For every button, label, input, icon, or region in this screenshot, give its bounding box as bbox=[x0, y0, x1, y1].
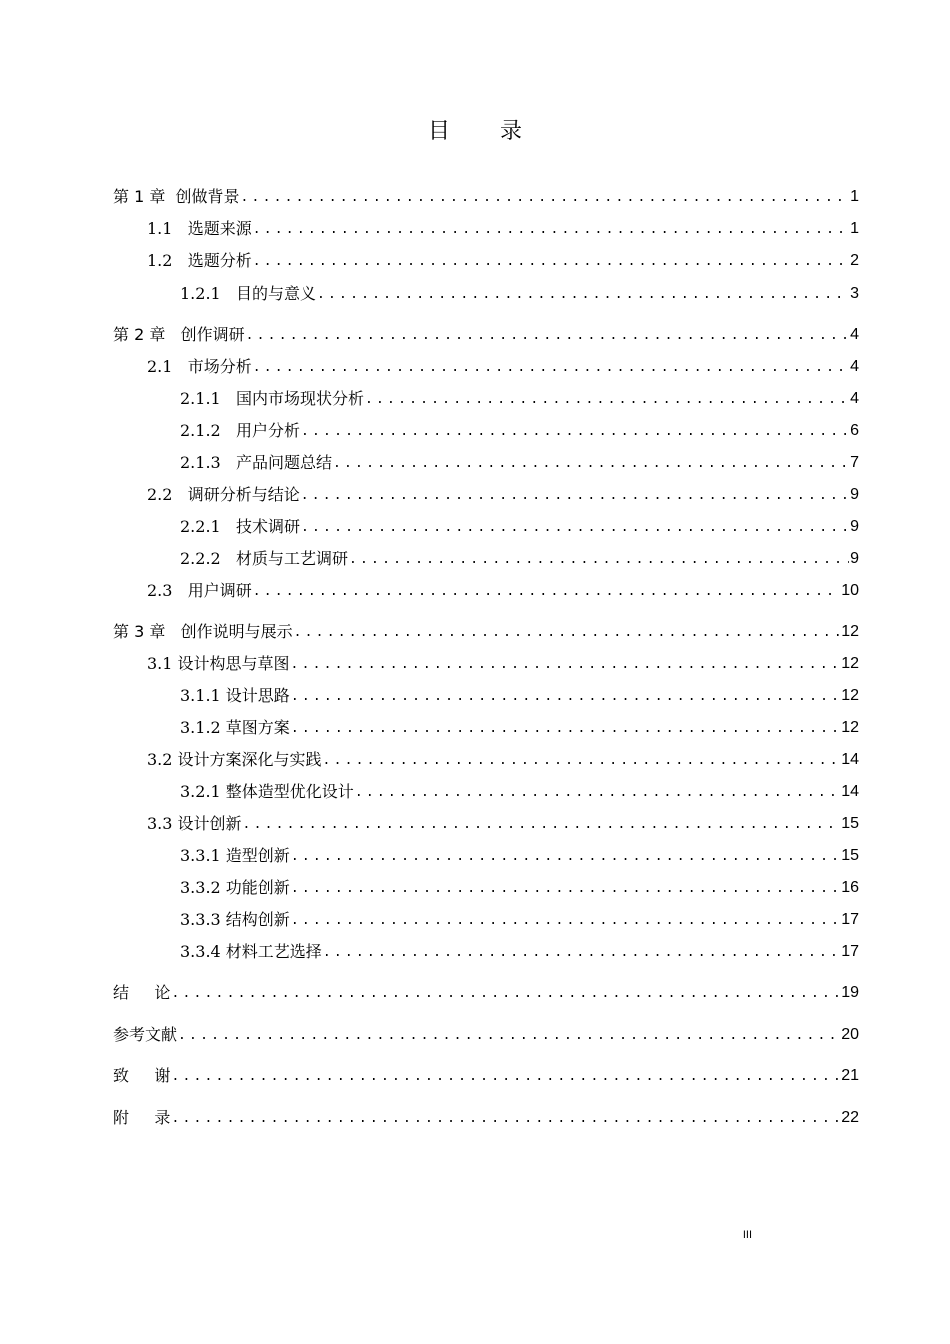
toc-entry-label: 2.2 调研分析与结论 bbox=[147, 485, 300, 504]
toc-entry[interactable] bbox=[147, 577, 859, 601]
toc-dot-leader bbox=[291, 880, 840, 898]
toc-dot-leader bbox=[243, 816, 841, 834]
toc-dot-leader bbox=[323, 944, 840, 962]
page-number-footer: III bbox=[742, 1229, 752, 1241]
toc-entry-label: 2.2.2 材质与工艺调研 bbox=[180, 549, 348, 568]
toc-dot-leader bbox=[253, 253, 849, 271]
toc-entry-label: 附 录 bbox=[113, 1108, 171, 1127]
toc-entry-page: 7 bbox=[850, 454, 859, 471]
toc-dot-leader bbox=[291, 656, 841, 674]
toc-dot-leader bbox=[246, 327, 849, 345]
toc-entry-page: 17 bbox=[841, 911, 859, 928]
toc-entry[interactable] bbox=[180, 545, 859, 569]
toc-entry-page: 10 bbox=[841, 582, 859, 599]
toc-entry-page: 4 bbox=[850, 390, 859, 407]
toc-entry-label: 3.1.1 设计思路 bbox=[180, 686, 290, 705]
toc-entry-page: 9 bbox=[850, 486, 859, 503]
title-char-1: 目 bbox=[427, 119, 450, 144]
toc-entry[interactable] bbox=[180, 449, 859, 473]
toc-entry[interactable] bbox=[180, 280, 859, 304]
page-title bbox=[0, 114, 950, 145]
toc-entry-label: 3.3.4 材料工艺选择 bbox=[180, 942, 322, 961]
toc-entry[interactable] bbox=[147, 650, 859, 674]
toc-entry[interactable] bbox=[147, 353, 859, 377]
toc-entry-page: 12 bbox=[841, 623, 859, 640]
toc-entry-label: 1.1 选题来源 bbox=[147, 219, 252, 238]
toc-entry-label: 2.2.1 技术调研 bbox=[180, 517, 300, 536]
toc-dot-leader bbox=[365, 391, 849, 409]
toc-entry-label: 2.3 用户调研 bbox=[147, 581, 252, 600]
toc-entry-page: 2 bbox=[850, 252, 859, 269]
toc-entry-page: 21 bbox=[841, 1067, 859, 1084]
toc-entry-label: 3.3 设计创新 bbox=[147, 814, 242, 833]
toc-entry[interactable] bbox=[147, 247, 859, 271]
toc-entry-label: 1.2.1 目的与意义 bbox=[180, 284, 316, 303]
toc-entry[interactable] bbox=[147, 215, 859, 239]
toc-entry[interactable] bbox=[147, 481, 859, 505]
toc-dot-leader bbox=[178, 1027, 840, 1045]
toc-dot-leader bbox=[291, 912, 840, 930]
toc-entry[interactable] bbox=[113, 183, 859, 207]
toc-dot-leader bbox=[253, 583, 840, 601]
toc-entry[interactable] bbox=[180, 778, 859, 802]
toc-entry-page: 16 bbox=[841, 879, 859, 896]
toc-entry[interactable] bbox=[180, 417, 859, 441]
toc-entry-label: 2.1 市场分析 bbox=[147, 357, 252, 376]
toc-dot-leader bbox=[301, 519, 849, 537]
toc-entry-label: 3.3.3 结构创新 bbox=[180, 910, 290, 929]
toc-entry[interactable] bbox=[180, 906, 859, 930]
toc-entry-page: 19 bbox=[841, 984, 859, 1001]
toc-entry-label: 2.1.1 国内市场现状分析 bbox=[180, 389, 364, 408]
toc-entry-label: 3.1.2 草图方案 bbox=[180, 718, 290, 737]
toc-entry[interactable] bbox=[180, 682, 859, 706]
toc-dot-leader bbox=[355, 784, 840, 802]
toc-entry[interactable] bbox=[180, 938, 859, 962]
toc-entry-page: 22 bbox=[841, 1109, 859, 1126]
toc-dot-leader bbox=[171, 1068, 840, 1086]
toc-dot-leader bbox=[171, 985, 840, 1003]
toc-entry[interactable] bbox=[113, 321, 859, 345]
toc-entry-label: 3.3.2 功能创新 bbox=[180, 878, 290, 897]
toc-dot-leader bbox=[291, 688, 840, 706]
toc-dot-leader bbox=[349, 551, 849, 569]
toc-entry-page: 14 bbox=[841, 751, 859, 768]
toc-entry-label: 3.3.1 造型创新 bbox=[180, 846, 290, 865]
title-char-2: 录 bbox=[500, 119, 523, 144]
toc-dot-leader bbox=[317, 286, 849, 304]
toc-entry-page: 20 bbox=[841, 1026, 859, 1043]
toc-dot-leader bbox=[301, 423, 849, 441]
toc-entry-label: 致 谢 bbox=[113, 1066, 171, 1085]
toc-dot-leader bbox=[291, 720, 840, 738]
toc-dot-leader bbox=[171, 1110, 840, 1128]
toc-entry[interactable] bbox=[113, 979, 859, 1003]
toc-entry-page: 3 bbox=[850, 285, 859, 302]
toc-entry-page: 17 bbox=[841, 943, 859, 960]
toc-entry[interactable] bbox=[180, 385, 859, 409]
toc-entry-label: 3.2 设计方案深化与实践 bbox=[147, 750, 322, 769]
toc-entry[interactable] bbox=[113, 1062, 859, 1086]
toc-dot-leader bbox=[241, 189, 850, 207]
toc-entry-page: 12 bbox=[841, 719, 859, 736]
toc-entry-label: 参考文献 bbox=[113, 1025, 178, 1044]
toc-dot-leader bbox=[291, 848, 840, 866]
toc-entry-label: 3.2.1 整体造型优化设计 bbox=[180, 782, 354, 801]
toc-dot-leader bbox=[333, 455, 849, 473]
toc-dot-leader bbox=[301, 487, 849, 505]
toc-entry-page: 4 bbox=[850, 358, 859, 375]
toc-entry[interactable] bbox=[180, 842, 859, 866]
toc-entry-page: 15 bbox=[841, 815, 859, 832]
toc-dot-leader bbox=[323, 752, 841, 770]
toc-entry-page: 9 bbox=[850, 518, 859, 535]
toc-entry-label: 第 3 章 创作说明与展示 bbox=[113, 622, 293, 641]
toc-dot-leader bbox=[253, 221, 849, 239]
toc-entry[interactable] bbox=[180, 513, 859, 537]
toc-entry[interactable] bbox=[180, 874, 859, 898]
toc-entry-label: 2.1.3 产品问题总结 bbox=[180, 453, 332, 472]
toc-entry-page: 12 bbox=[841, 655, 859, 672]
toc-entry-page: 9 bbox=[850, 550, 859, 567]
toc-dot-leader bbox=[294, 624, 841, 642]
toc-entry-page: 1 bbox=[850, 220, 859, 237]
toc-entry-label: 结 论 bbox=[113, 983, 171, 1002]
toc-entry[interactable] bbox=[147, 746, 859, 770]
toc-entry[interactable] bbox=[113, 618, 859, 642]
toc-entry-page: 14 bbox=[841, 783, 859, 800]
toc-entry-page: 4 bbox=[850, 326, 859, 343]
toc-dot-leader bbox=[253, 359, 849, 377]
toc-entry-label: 第 2 章 创作调研 bbox=[113, 325, 245, 344]
toc-entry-page: 12 bbox=[841, 687, 859, 704]
toc-entry-label: 1.2 选题分析 bbox=[147, 251, 252, 270]
toc-entry-label: 2.1.2 用户分析 bbox=[180, 421, 300, 440]
toc-entry-page: 1 bbox=[850, 188, 859, 205]
toc-entry-label: 3.1 设计构思与草图 bbox=[147, 654, 290, 673]
toc-entry[interactable] bbox=[113, 1021, 859, 1045]
toc-entry-page: 15 bbox=[841, 847, 859, 864]
toc-entry[interactable] bbox=[180, 714, 859, 738]
toc-entry-page: 6 bbox=[850, 422, 859, 439]
toc-entry[interactable] bbox=[147, 810, 859, 834]
toc-entry-label: 第 1 章 创做背景 bbox=[113, 187, 240, 206]
toc-entry[interactable] bbox=[113, 1104, 859, 1128]
